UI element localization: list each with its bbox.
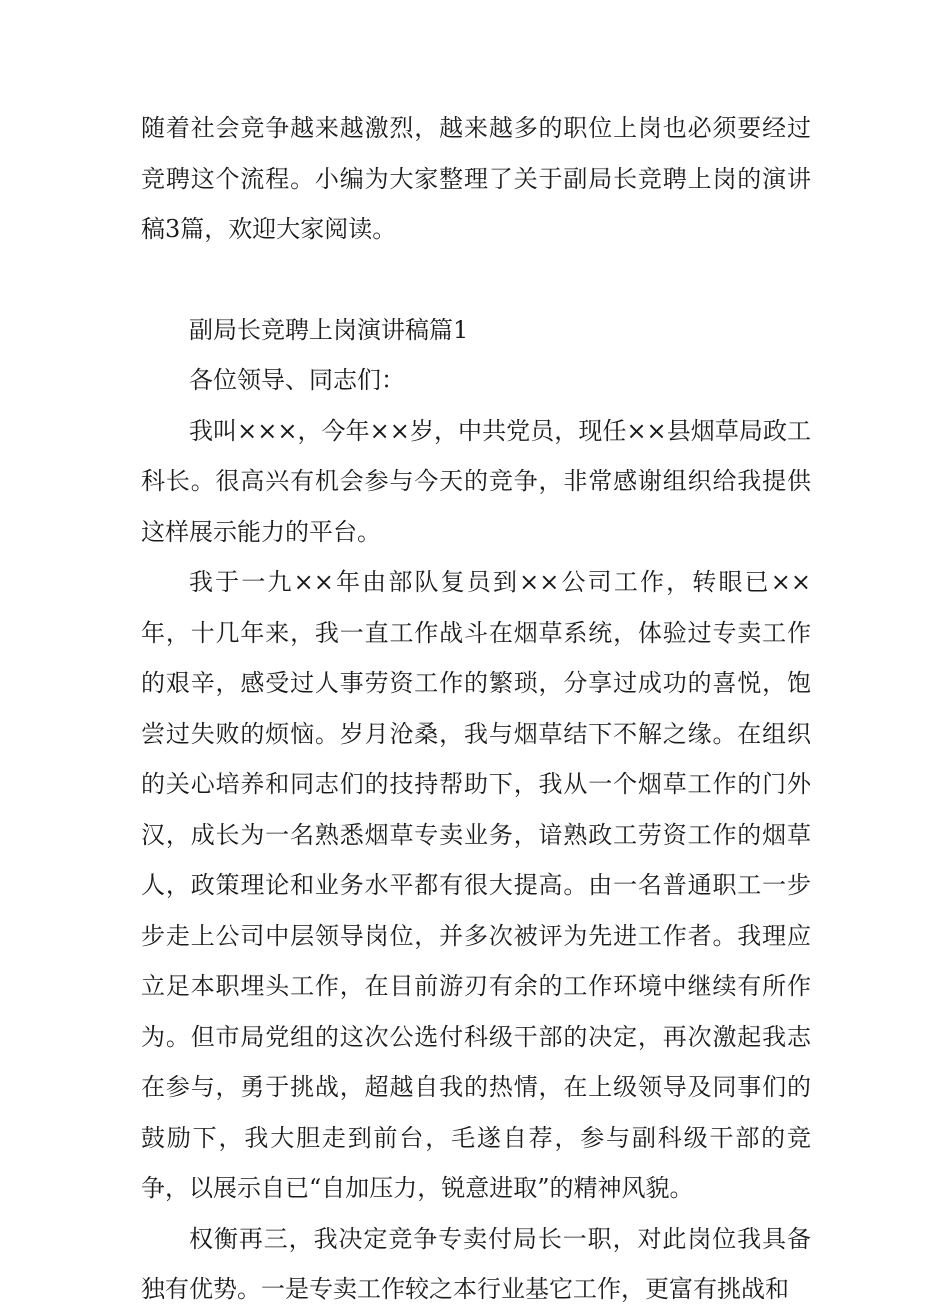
intro-paragraph: 随着社会竞争越来越激烈，越来越多的职位上岗也必须要经过竞聘这个流程。小编为大家整理了关于副局长竞聘上岗的演讲稿3篇，欢迎大家阅读。	[141, 114, 811, 243]
body-paragraph-3: 权衡再三，我决定竞争专卖付局长一职，对此岗位我具备独有优势。一是专卖工作较之本行业基它工作，更富有挑战和	[141, 1224, 811, 1303]
body-paragraph-1: 我叫×××，今年××岁，中共党员，现任××县烟草局政工科长。很高兴有机会参与今天的竞争，非常感谢组织给我提供这样展示能力的平台。	[141, 416, 811, 546]
body-paragraph-2: 我于一九××年由部队复员到××公司工作，转眼已××年，十几年来，我一直工作战斗在烟草系统，体验过专卖工作的艰辛，感受过人事劳资工作的繁琐，分享过成功的喜悦，饱尝过失败的烦恼。岁月沧桑，我与烟草结下不解之缘。在组织的关心培养和同志们的技持帮助下，我从一个烟草工作的门外汉，成长为一名熟悉烟草专卖业务，谙熟政工劳资工作的烟草人，政策理论和业务水平都有很大提高。由一名普通职工一步步走上公司中层领导岗位，并多次被评为先进工作者。我理应立足本职埋头工作，在目前游刃有余的工作环境中继续有所作为。但市局党组的这次公选付科级干部的决定，再次激起我志在参与，勇于挑战，超越自我的热情，在上级领导及同事们的鼓励下，我大胆走到前台，毛遂自荐，参与副科级干部的竞争，以展示自已“自加压力，锐意进取”的精神风貌。	[141, 568, 811, 1202]
salutation: 各位领导、同志们：	[189, 366, 405, 394]
document-body	[141, 103, 811, 1315]
section-heading: 副局长竞聘上岗演讲稿篇1	[189, 315, 469, 344]
